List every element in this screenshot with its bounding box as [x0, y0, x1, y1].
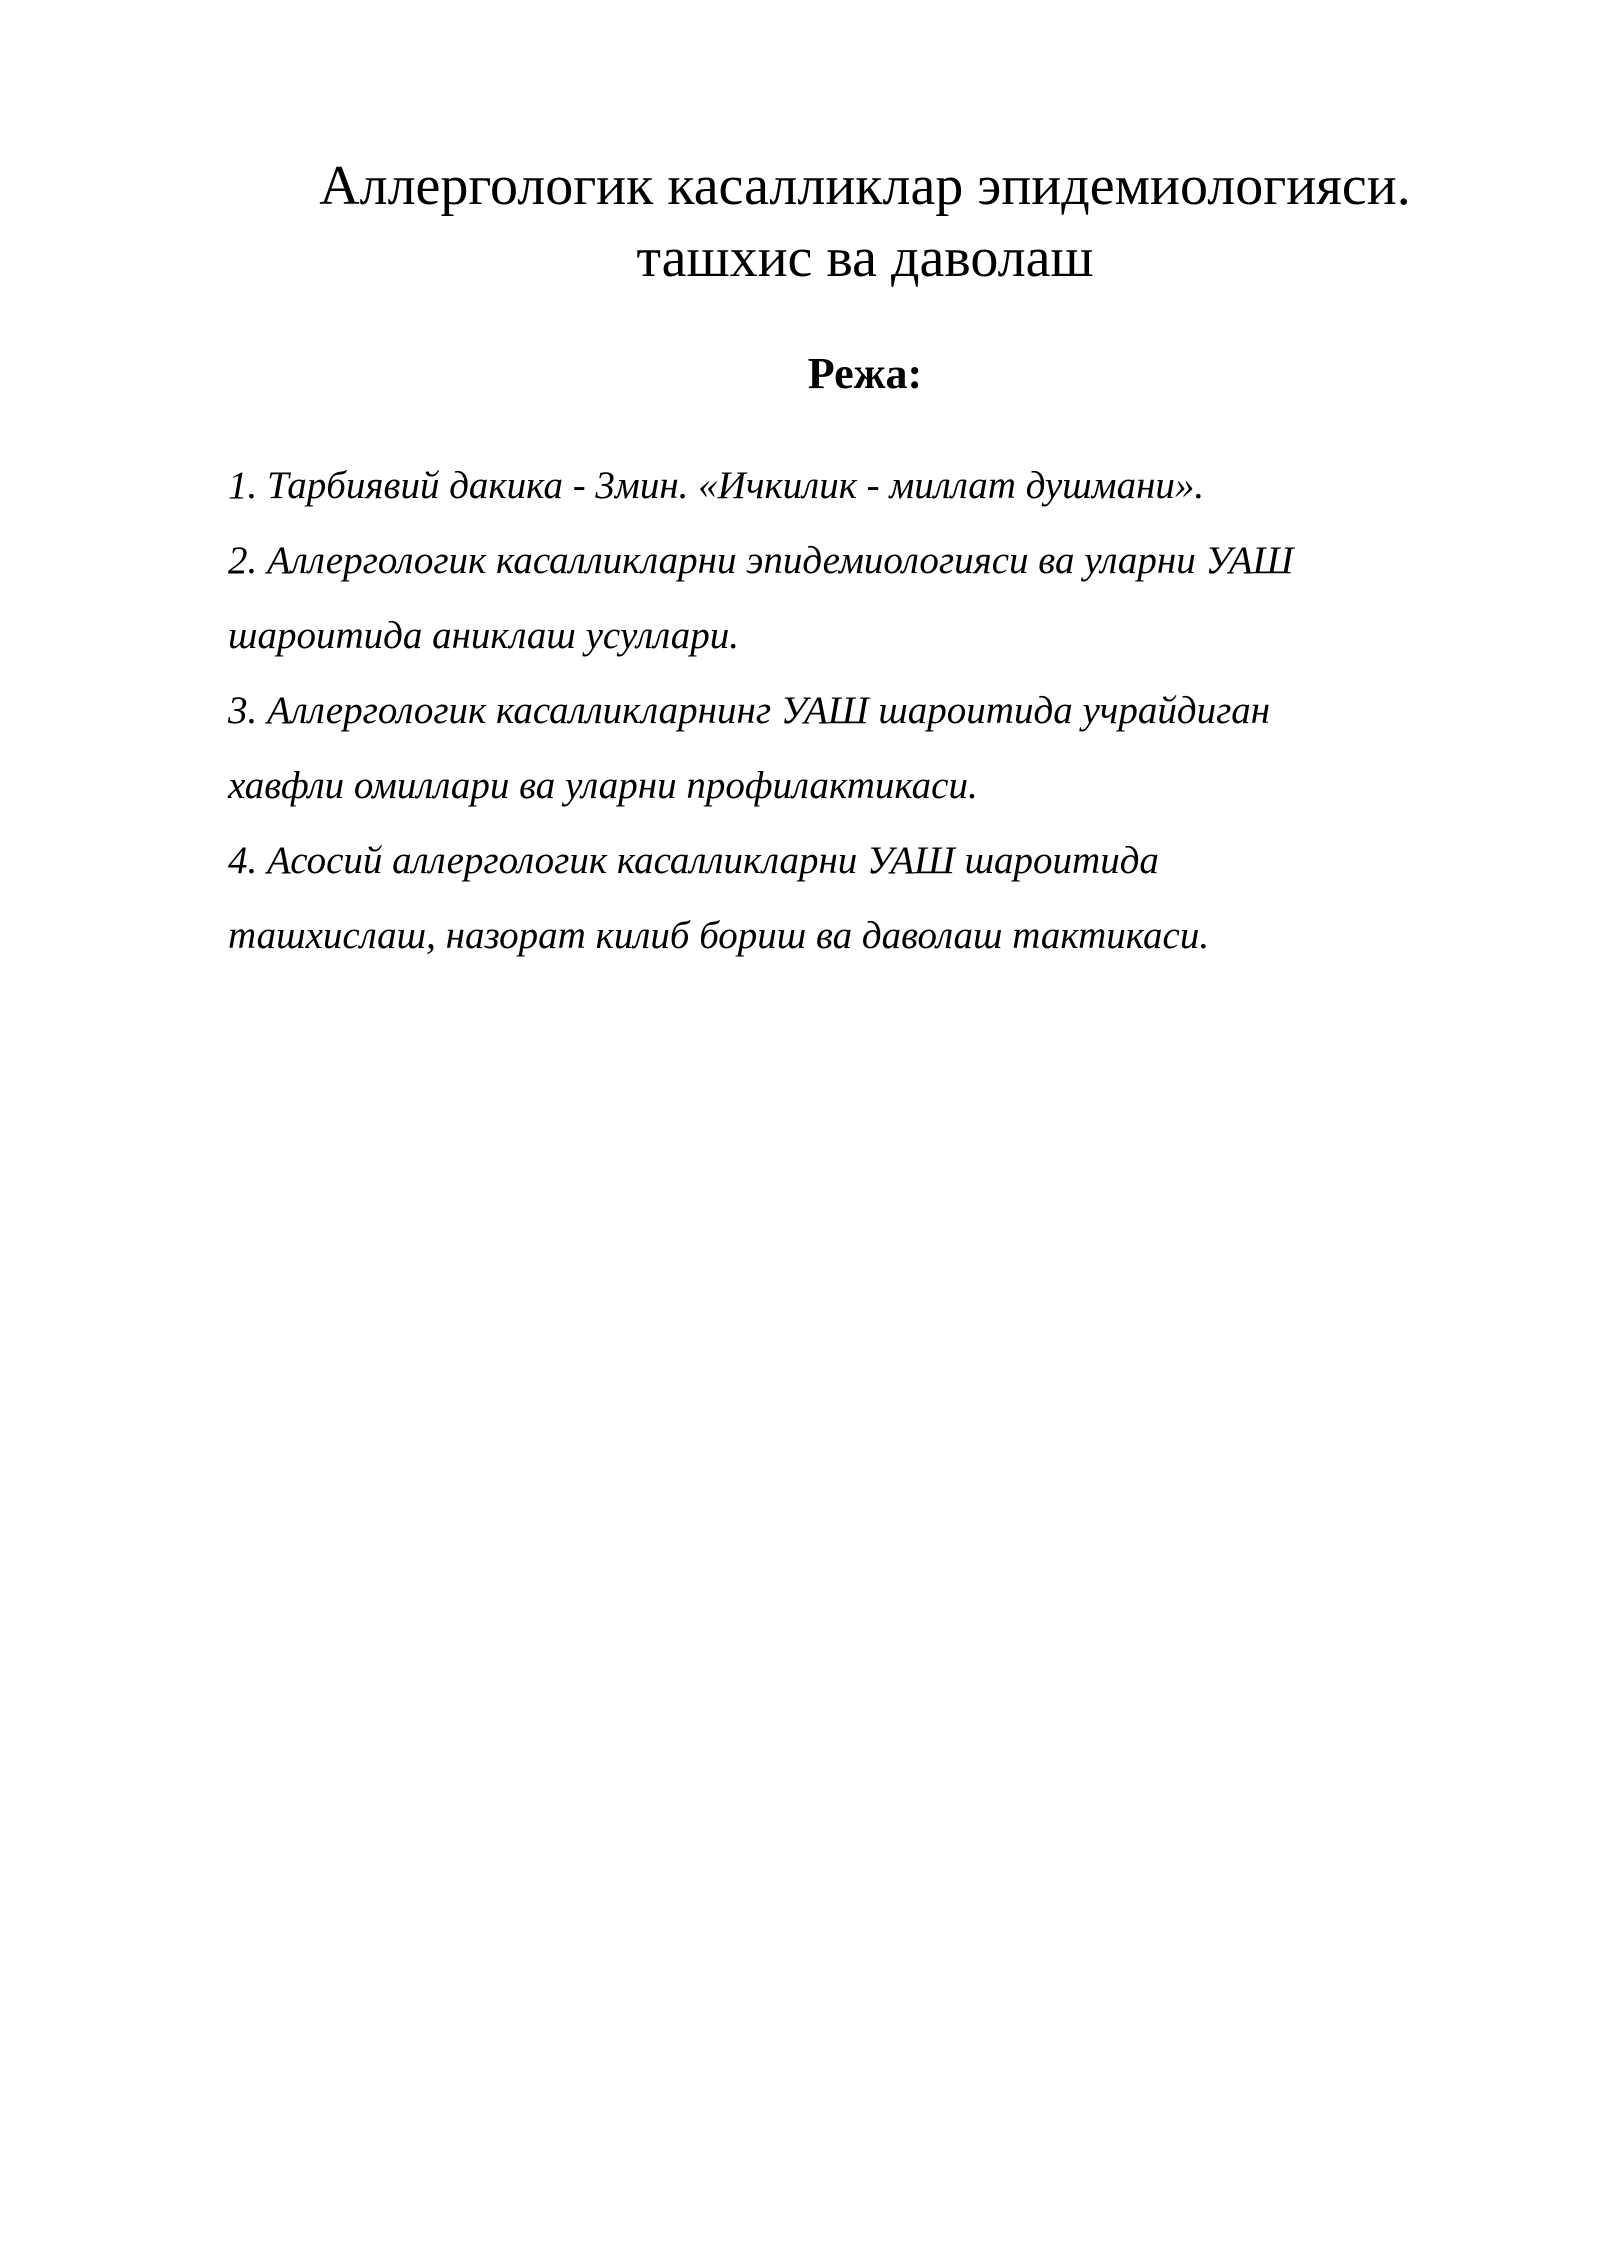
- plan-list: [228, 448, 1428, 973]
- document-title: [200, 150, 1530, 294]
- title-line-1: Аллергологик касалликлар эпидемиологияси.: [319, 155, 1411, 217]
- plan-heading: Режа:: [807, 349, 923, 398]
- plan-item-4: [228, 823, 1428, 973]
- plan-item-line: 3. Аллергологик касалликларнинг УАШ шароитида учрайдиган: [228, 689, 1271, 732]
- plan-item-line: 4. Асосий аллергологик касалликларни УАШ шароитида: [228, 839, 1159, 882]
- plan-item-3: [228, 673, 1428, 823]
- plan-item-line: шароитида аниклаш усуллари.: [228, 614, 739, 657]
- plan-item-line: 2. Аллергологик касалликларни эпидемиологияси ва уларни УАШ: [228, 539, 1294, 582]
- plan-item-1: [228, 448, 1428, 523]
- plan-item-line: ташхислаш, назорат килиб бориш ва даволаш тактикаси.: [228, 914, 1210, 957]
- plan-item-line: хавфли омиллари ва уларни профилактикаси.: [228, 764, 978, 807]
- title-line-2: ташхис ва даволаш: [636, 227, 1094, 289]
- plan-item-line: 1. Тарбиявий дакика - 3мин. «Ичкилик - миллат душмани».: [228, 464, 1205, 507]
- plan-item-2: [228, 523, 1428, 673]
